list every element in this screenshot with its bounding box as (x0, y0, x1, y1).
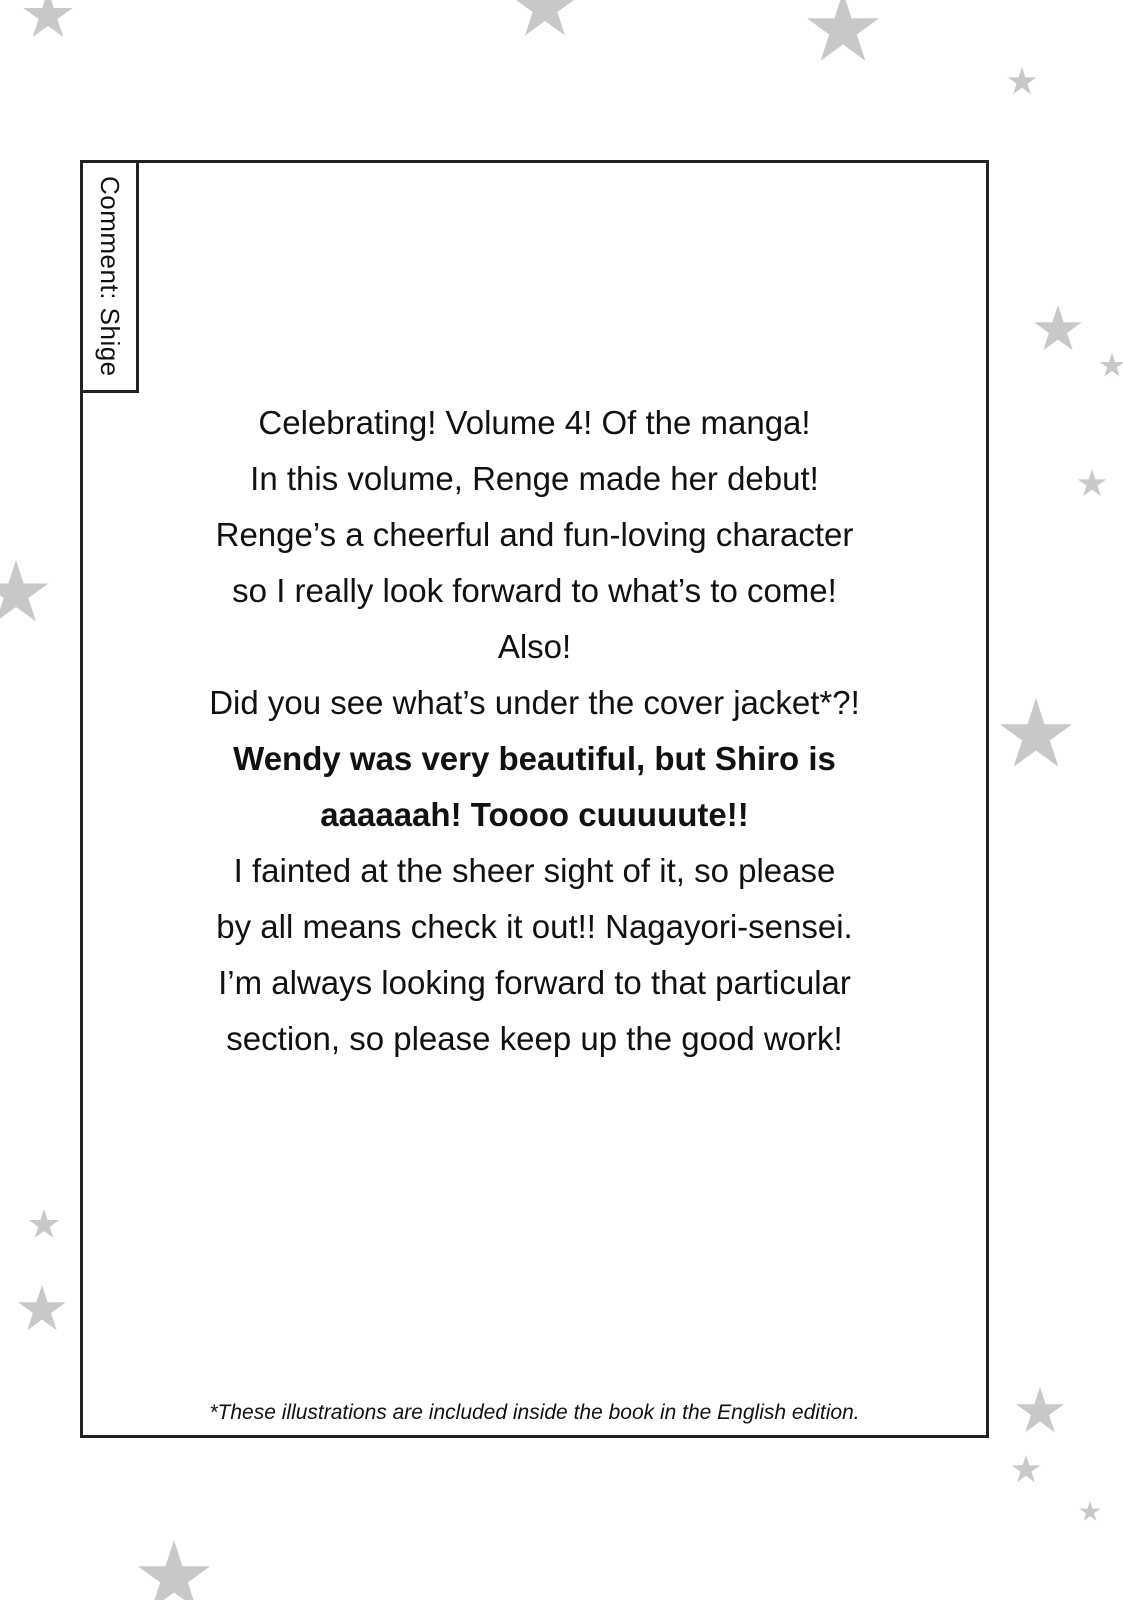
star-icon (23, 0, 72, 37)
star-icon (1012, 1455, 1041, 1482)
comment-author-label: Comment: Shige (95, 176, 125, 377)
star-icon (1100, 353, 1123, 377)
comment-emphasis-line: aaaaaah! Toooo cuuuuute!! (320, 796, 749, 833)
star-icon (138, 1540, 210, 1600)
star-icon (1000, 698, 1072, 767)
star-icon (1008, 67, 1037, 94)
star-icon (29, 1209, 59, 1238)
comment-line: section, so please keep up the good work! (226, 1020, 843, 1057)
comment-line: I’m always looking forward to that particular (218, 964, 851, 1001)
star-icon (1080, 1501, 1101, 1521)
comment-body (83, 395, 986, 1067)
comment-line: In this volume, Renge made her debut! (250, 460, 819, 497)
star-icon (513, 0, 578, 36)
comment-line: by all means check it out!! Nagayori-sensei. (216, 908, 853, 945)
comment-panel (80, 160, 989, 1438)
star-icon (1078, 469, 1107, 496)
star-icon (1016, 1387, 1064, 1432)
comment-line: I fainted at the sheer sight of it, so please (233, 852, 836, 889)
star-icon (18, 1285, 66, 1330)
comment-line: Also! (497, 628, 572, 665)
star-icon (1034, 305, 1082, 350)
footnote: *These illustrations are included inside the book in the English edition. (209, 1401, 860, 1424)
comment-line: Did you see what’s under the cover jacket*?! (209, 684, 860, 721)
comment-author-tag (83, 163, 139, 393)
comment-line: so I really look forward to what’s to come! (232, 572, 837, 609)
star-icon (0, 560, 48, 622)
comment-line: Celebrating! Volume 4! Of the manga! (258, 404, 811, 441)
star-icon (807, 0, 879, 61)
comment-line: Renge’s a cheerful and fun-loving character (215, 516, 854, 553)
comment-emphasis-line: Wendy was very beautiful, but Shiro is (233, 740, 836, 777)
